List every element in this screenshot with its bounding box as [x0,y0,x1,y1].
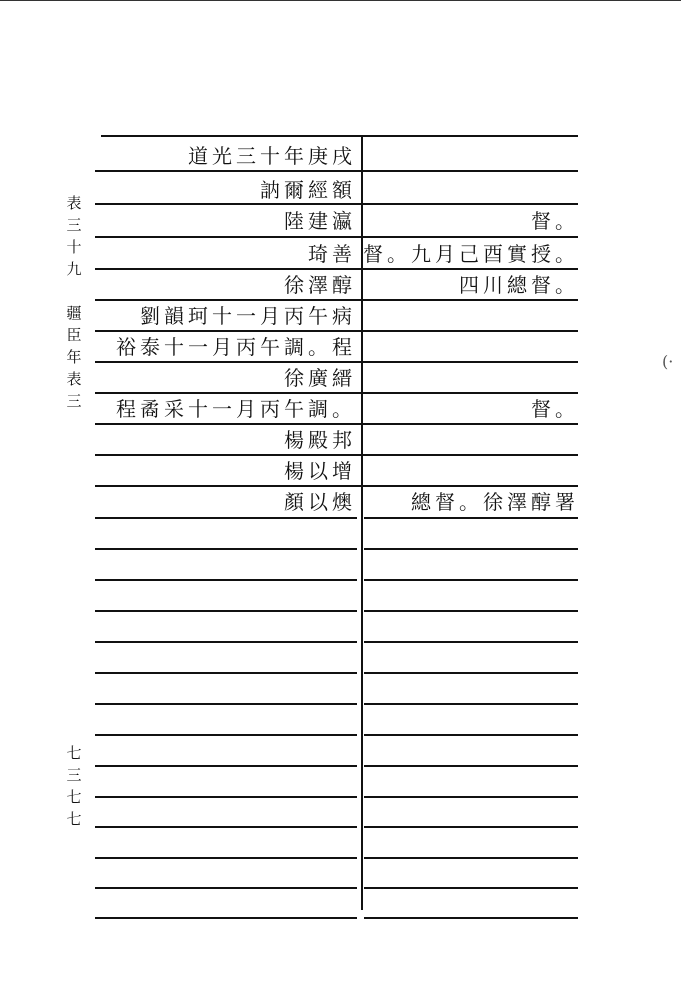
page-number: 七三七七 [66,744,82,828]
row-divider [95,610,578,612]
row-divider [95,548,578,550]
table-row: 顏以燠 [284,490,356,514]
row-divider [95,703,578,705]
stray-mark: (· [662,352,674,371]
row-divider [95,268,578,270]
table-row: 督。 [531,397,579,421]
row-divider [95,917,578,919]
row-divider [95,454,578,456]
row-divider [95,857,578,859]
table-row: 劉韻珂十一月丙午病 [140,304,356,328]
table-row: 四川總督。 [459,273,579,297]
row-divider [95,330,578,332]
table-row: 裕泰十一月丙午調。程 [116,335,356,359]
row-divider [95,170,578,172]
table-row: 道光三十年庚戌 [188,144,356,168]
table-row: 琦善 [308,242,356,266]
row-divider [95,423,578,425]
table-row: 督。九月己酉實授。 [363,242,579,266]
table-title: 表三十九 疆臣年表三 [66,194,82,410]
table-row: 徐澤醇 [284,273,356,297]
row-divider [95,579,578,581]
top-border [0,0,681,1]
table-row: 楊以增 [284,459,356,483]
row-divider [95,734,578,736]
row-divider [95,641,578,643]
row-divider [95,826,578,828]
table-row: 訥爾經額 [260,178,356,202]
row-divider [95,796,578,798]
table-row: 徐廣縉 [284,366,356,390]
table-top-rule [101,135,578,137]
row-divider [95,765,578,767]
table-row: 程矞采十一月丙午調。 [116,397,356,421]
table-row: 楊殿邦 [284,428,356,452]
row-divider [95,517,578,519]
table-row: 總督。徐澤醇署 [411,490,579,514]
row-divider [95,361,578,363]
row-divider [95,672,578,674]
row-divider [95,887,578,889]
table-row: 陸建瀛 [284,209,356,233]
row-divider [95,236,578,238]
row-divider [95,392,578,394]
table-row: 督。 [531,209,579,233]
row-divider [95,485,578,487]
row-divider [95,299,578,301]
